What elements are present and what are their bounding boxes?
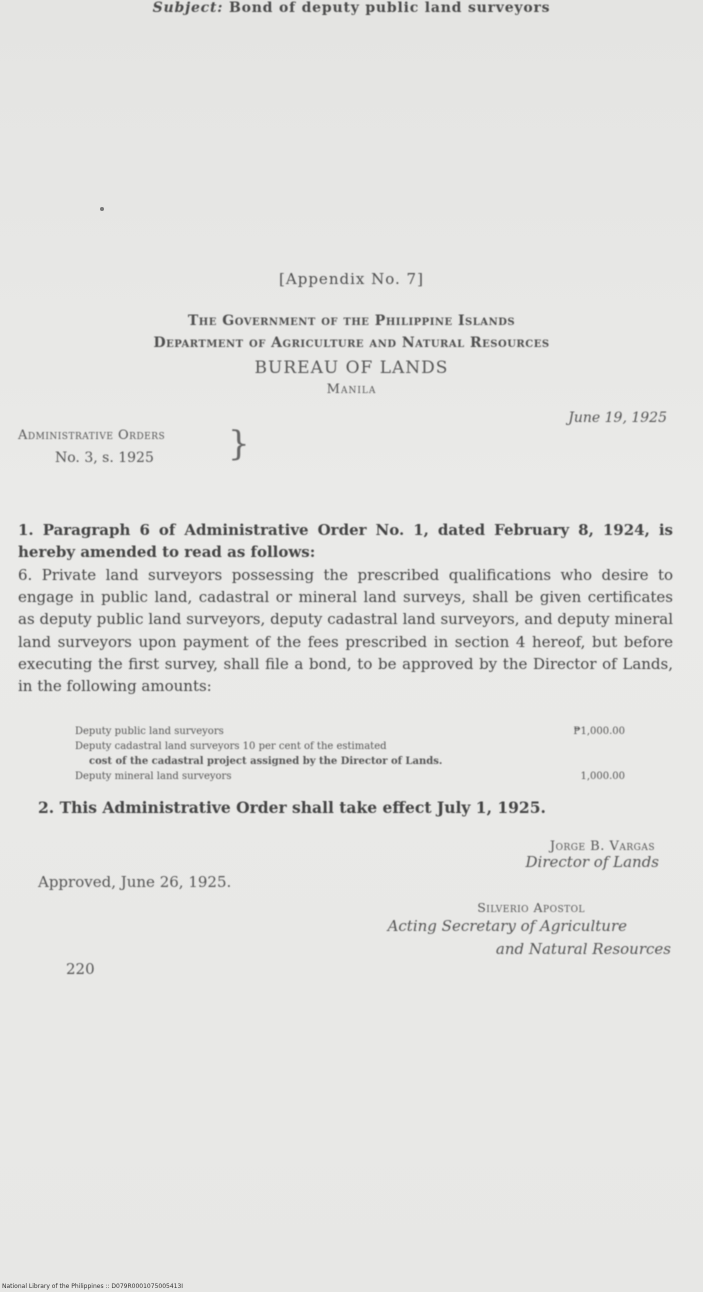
- government-heading: The Government of the Philippine Islands: [187, 313, 516, 329]
- paragraph-6-text: 6. Private land surveyors possessing the prescribed qualifications who desire to engage in public land, cadastral or mineral land surveys, shall be given certificates as deputy public land surveyors, deputy cadastral land surveyors, and deputy mineral land surveyors upon payment of the fees prescribed in section 4 hereof, but before executing the first survey, shall file a bond, to be approved by the Director of Lands, in the following amounts:: [18, 566, 673, 696]
- signatory-2-title-line-1: Acting Secretary of Agriculture: [387, 917, 627, 935]
- subject-label: Subject:: [152, 0, 224, 16]
- subject-text: Bond of deputy public land surveyors: [228, 0, 551, 16]
- paragraph-6: [18, 564, 673, 697]
- paragraph-1: 1. Paragraph 6 of Administrative Order No. 1, dated February 8, 1924, is hereby amended to read as follows:: [18, 521, 673, 562]
- schedule-label: Deputy public land surveyors: [75, 726, 224, 737]
- order-date: June 19, 1925: [568, 410, 667, 426]
- schedule-row: [75, 741, 625, 752]
- signatory-2-name: Silverio Apostol: [477, 900, 585, 915]
- schedule-amount: 1,000.00: [580, 771, 625, 782]
- ink-speck: [100, 207, 104, 211]
- signatory-1-title: Director of Lands: [525, 853, 659, 871]
- schedule-row: [75, 771, 625, 782]
- paragraph-2: 2. This Administrative Order shall take effect July 1, 1925.: [38, 798, 546, 817]
- bureau-heading: BUREAU OF LANDS: [254, 358, 449, 378]
- signatory-1-name: Jorge B. Vargas: [549, 839, 655, 854]
- library-credit: National Library of the Philippines :: D079R0001075005413I: [2, 1283, 184, 1290]
- schedule-label: Deputy mineral land surveyors: [75, 771, 232, 782]
- approval-line: Approved, June 26, 1925.: [38, 873, 232, 891]
- order-series-label: Administrative Orders: [18, 428, 166, 443]
- schedule-row: [75, 726, 625, 737]
- department-heading: Department of Agriculture and Natural Resources: [153, 335, 550, 351]
- schedule-amount: ₱1,000.00: [573, 726, 625, 737]
- page-number: 220: [66, 960, 95, 978]
- bleed-through-line: [60, 95, 65, 111]
- appendix-label: [Appendix No. 7]: [279, 270, 424, 288]
- schedule-label: Deputy cadastral land surveyors 10 per cent of the estimated: [75, 741, 387, 752]
- order-number: No. 3, s. 1925: [55, 450, 154, 466]
- subject-line: [0, 0, 703, 16]
- schedule-label: cost of the cadastral project assigned by the Director of Lands.: [89, 756, 443, 767]
- city-heading: Manila: [326, 382, 377, 397]
- brace-icon: }: [228, 424, 250, 464]
- schedule-row: [89, 756, 639, 767]
- signatory-2-title-line-2: and Natural Resources: [495, 940, 671, 958]
